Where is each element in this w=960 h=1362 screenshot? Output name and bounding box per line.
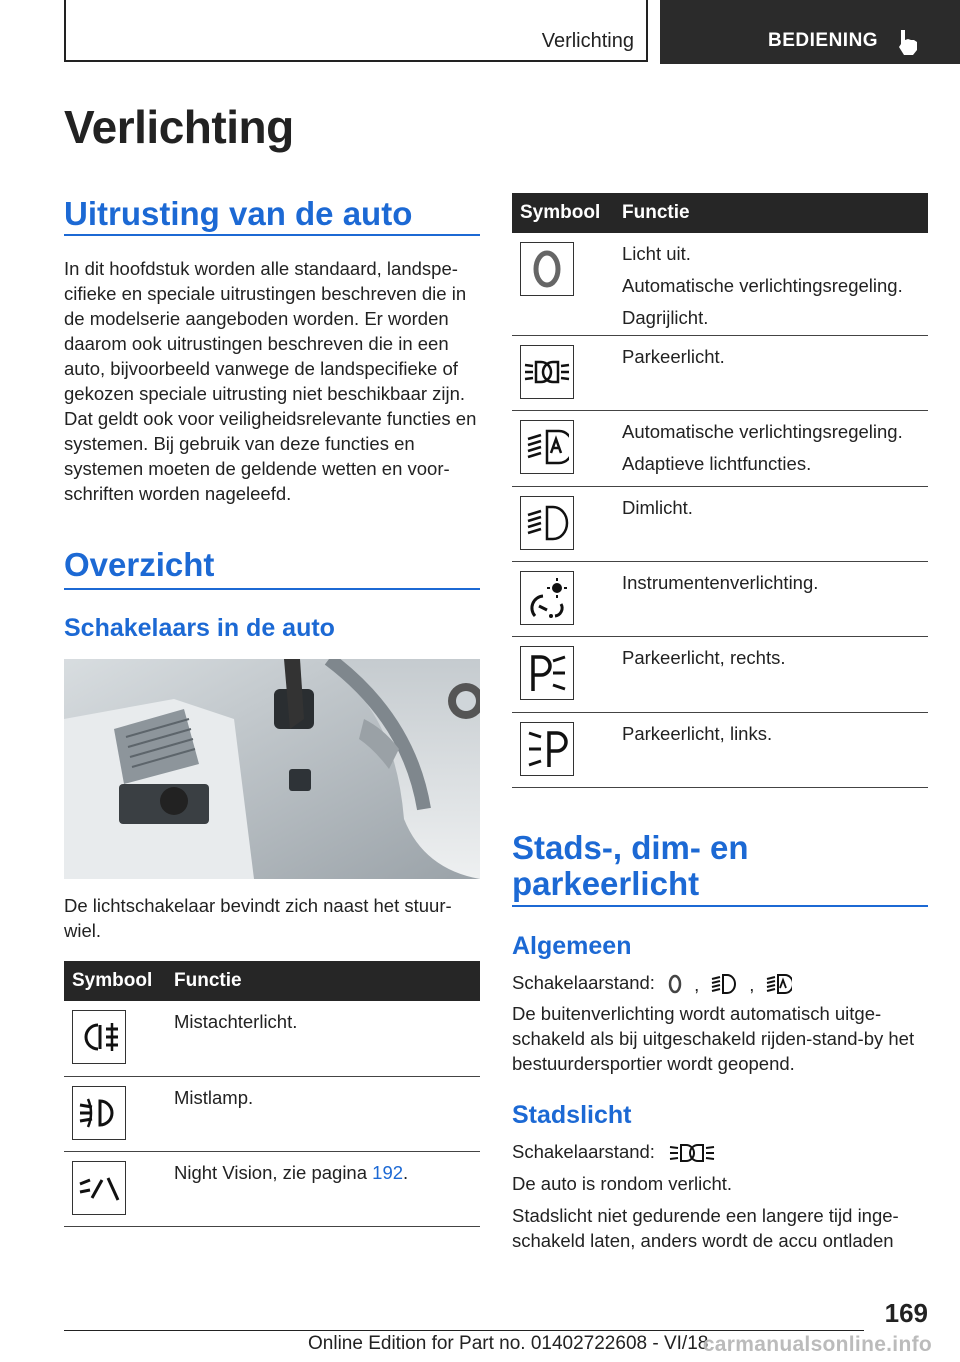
watermark: carmanualsonline.info — [702, 1333, 932, 1356]
footer-rule — [64, 1330, 864, 1331]
general-heading: Algemeen — [512, 932, 632, 960]
lights-off-icon — [668, 973, 682, 995]
table-row — [512, 636, 928, 712]
low-beam-icon — [711, 972, 737, 996]
overview-heading-rule — [64, 588, 480, 590]
low-beam-icon — [525, 501, 569, 545]
switches-heading: Schakelaars in de auto — [64, 614, 335, 642]
city-light-heading: Stadslicht — [512, 1101, 632, 1129]
symbol-table-left — [64, 961, 480, 1227]
parking-left-icon — [525, 727, 569, 771]
parking-light-icon — [523, 357, 571, 387]
function-text: Mistlamp. — [174, 1086, 254, 1108]
function-text: Night Vision, zie pagina — [174, 1161, 373, 1183]
col-symbol: Symbool — [64, 961, 166, 1001]
table-row — [64, 1001, 480, 1076]
rear-fog-light-icon — [76, 1017, 122, 1057]
table-row — [512, 410, 928, 486]
table-row — [64, 1076, 480, 1151]
table-row — [512, 712, 928, 787]
function-text: Parkeerlicht. — [622, 345, 725, 367]
general-switch-label: Schakelaarstand: — [512, 972, 655, 993]
function-text: Parkeerlicht, rechts. — [622, 646, 786, 668]
lights-off-icon — [527, 247, 567, 291]
equipment-heading-rule — [64, 234, 480, 236]
function-text: Automatische verlichtingsregeling. — [622, 275, 903, 296]
header-chapter-label: BEDIENING — [768, 30, 879, 51]
function-text: Licht uit. — [622, 243, 691, 264]
city-text-2: Stadslicht niet gedurende een langere tijd inge-schakeld laten, anders wordt de accu ontladen — [512, 1205, 899, 1251]
footer-edition: Online Edition for Part no. 01402722608 - VI/18 — [308, 1333, 709, 1354]
table-row — [64, 1151, 480, 1226]
col-symbol: Symbool — [512, 193, 614, 233]
overview-heading: Overzicht — [64, 546, 215, 583]
col-function: Functie — [614, 193, 928, 233]
symbol-table-right — [512, 193, 928, 788]
equipment-text: In dit hoofdstuk worden alle standaard, landspe-cifieke en speciale uitrustingen beschreven die in de modelserie aangeboden worden. Er worden daarom ook uitrustingen beschreven die in een auto, bijvoorbeeld vanwege de landspecifieke of gekozen speciale uitrusting niet beschikbaar zijn. Dat geldt ook voor veiligheidsrelevante functies en systemen. Bij gebruik van deze functies en systemen moeten de geldende wetten en voor-schriften worden nageleefd. — [64, 258, 477, 504]
auto-light-icon — [525, 425, 569, 469]
page-link[interactable]: 192 — [372, 1161, 404, 1183]
dashboard-light-switch-photo — [64, 659, 480, 879]
table-row — [512, 233, 928, 335]
instrument-lighting-icon — [525, 576, 569, 620]
col-function: Functie — [166, 961, 480, 1001]
page-number: 169 — [884, 1298, 928, 1328]
separator: , — [694, 973, 700, 995]
parking-light-icon — [668, 1142, 716, 1164]
function-text: Dimlicht. — [622, 496, 693, 518]
overview-caption: De lichtschakelaar bevindt zich naast het stuur-wiel. — [64, 895, 452, 941]
general-switch-row — [512, 970, 932, 997]
city-switch-label: Schakelaarstand: — [512, 1141, 655, 1162]
header-chapter-tab — [660, 0, 960, 64]
page-title: Verlichting — [64, 101, 294, 153]
parking-right-icon — [525, 651, 569, 695]
lights-heading-line1: Stads-, dim- en — [512, 829, 749, 866]
function-text: Adaptieve lichtfuncties. — [622, 452, 812, 474]
auto-light-icon — [766, 972, 792, 996]
function-text: Instrumentenverlichting. — [622, 571, 819, 593]
table-row — [512, 561, 928, 636]
function-text: Parkeerlicht, links. — [622, 722, 773, 744]
function-text: Mistachterlicht. — [174, 1011, 298, 1032]
header-section-label: Verlichting — [541, 30, 634, 52]
city-switch-row — [512, 1139, 932, 1164]
night-vision-icon — [76, 1168, 122, 1208]
table-row — [512, 486, 928, 561]
function-text: Automatische verlichtingsregeling. — [622, 420, 903, 442]
function-text-end: . — [403, 1161, 409, 1183]
city-text-1: De auto is rondom verlicht. — [512, 1173, 733, 1194]
table-row — [512, 335, 928, 410]
separator: , — [749, 973, 755, 995]
pointing-hand-icon — [896, 28, 922, 56]
lights-heading-rule — [512, 905, 928, 907]
fog-lamp-icon — [76, 1093, 122, 1133]
lights-heading — [512, 830, 749, 902]
general-text: De buitenverlichting wordt automatisch uitge-schakeld als bij uitgeschakeld rijden-stand-by het bestuurdersportier wordt geopend. — [512, 1003, 915, 1074]
equipment-heading: Uitrusting van de auto — [64, 195, 413, 232]
lights-heading-line2: parkeerlicht — [512, 865, 700, 902]
header-section-tab — [64, 0, 648, 62]
function-text: Dagrijlicht. — [622, 307, 709, 328]
